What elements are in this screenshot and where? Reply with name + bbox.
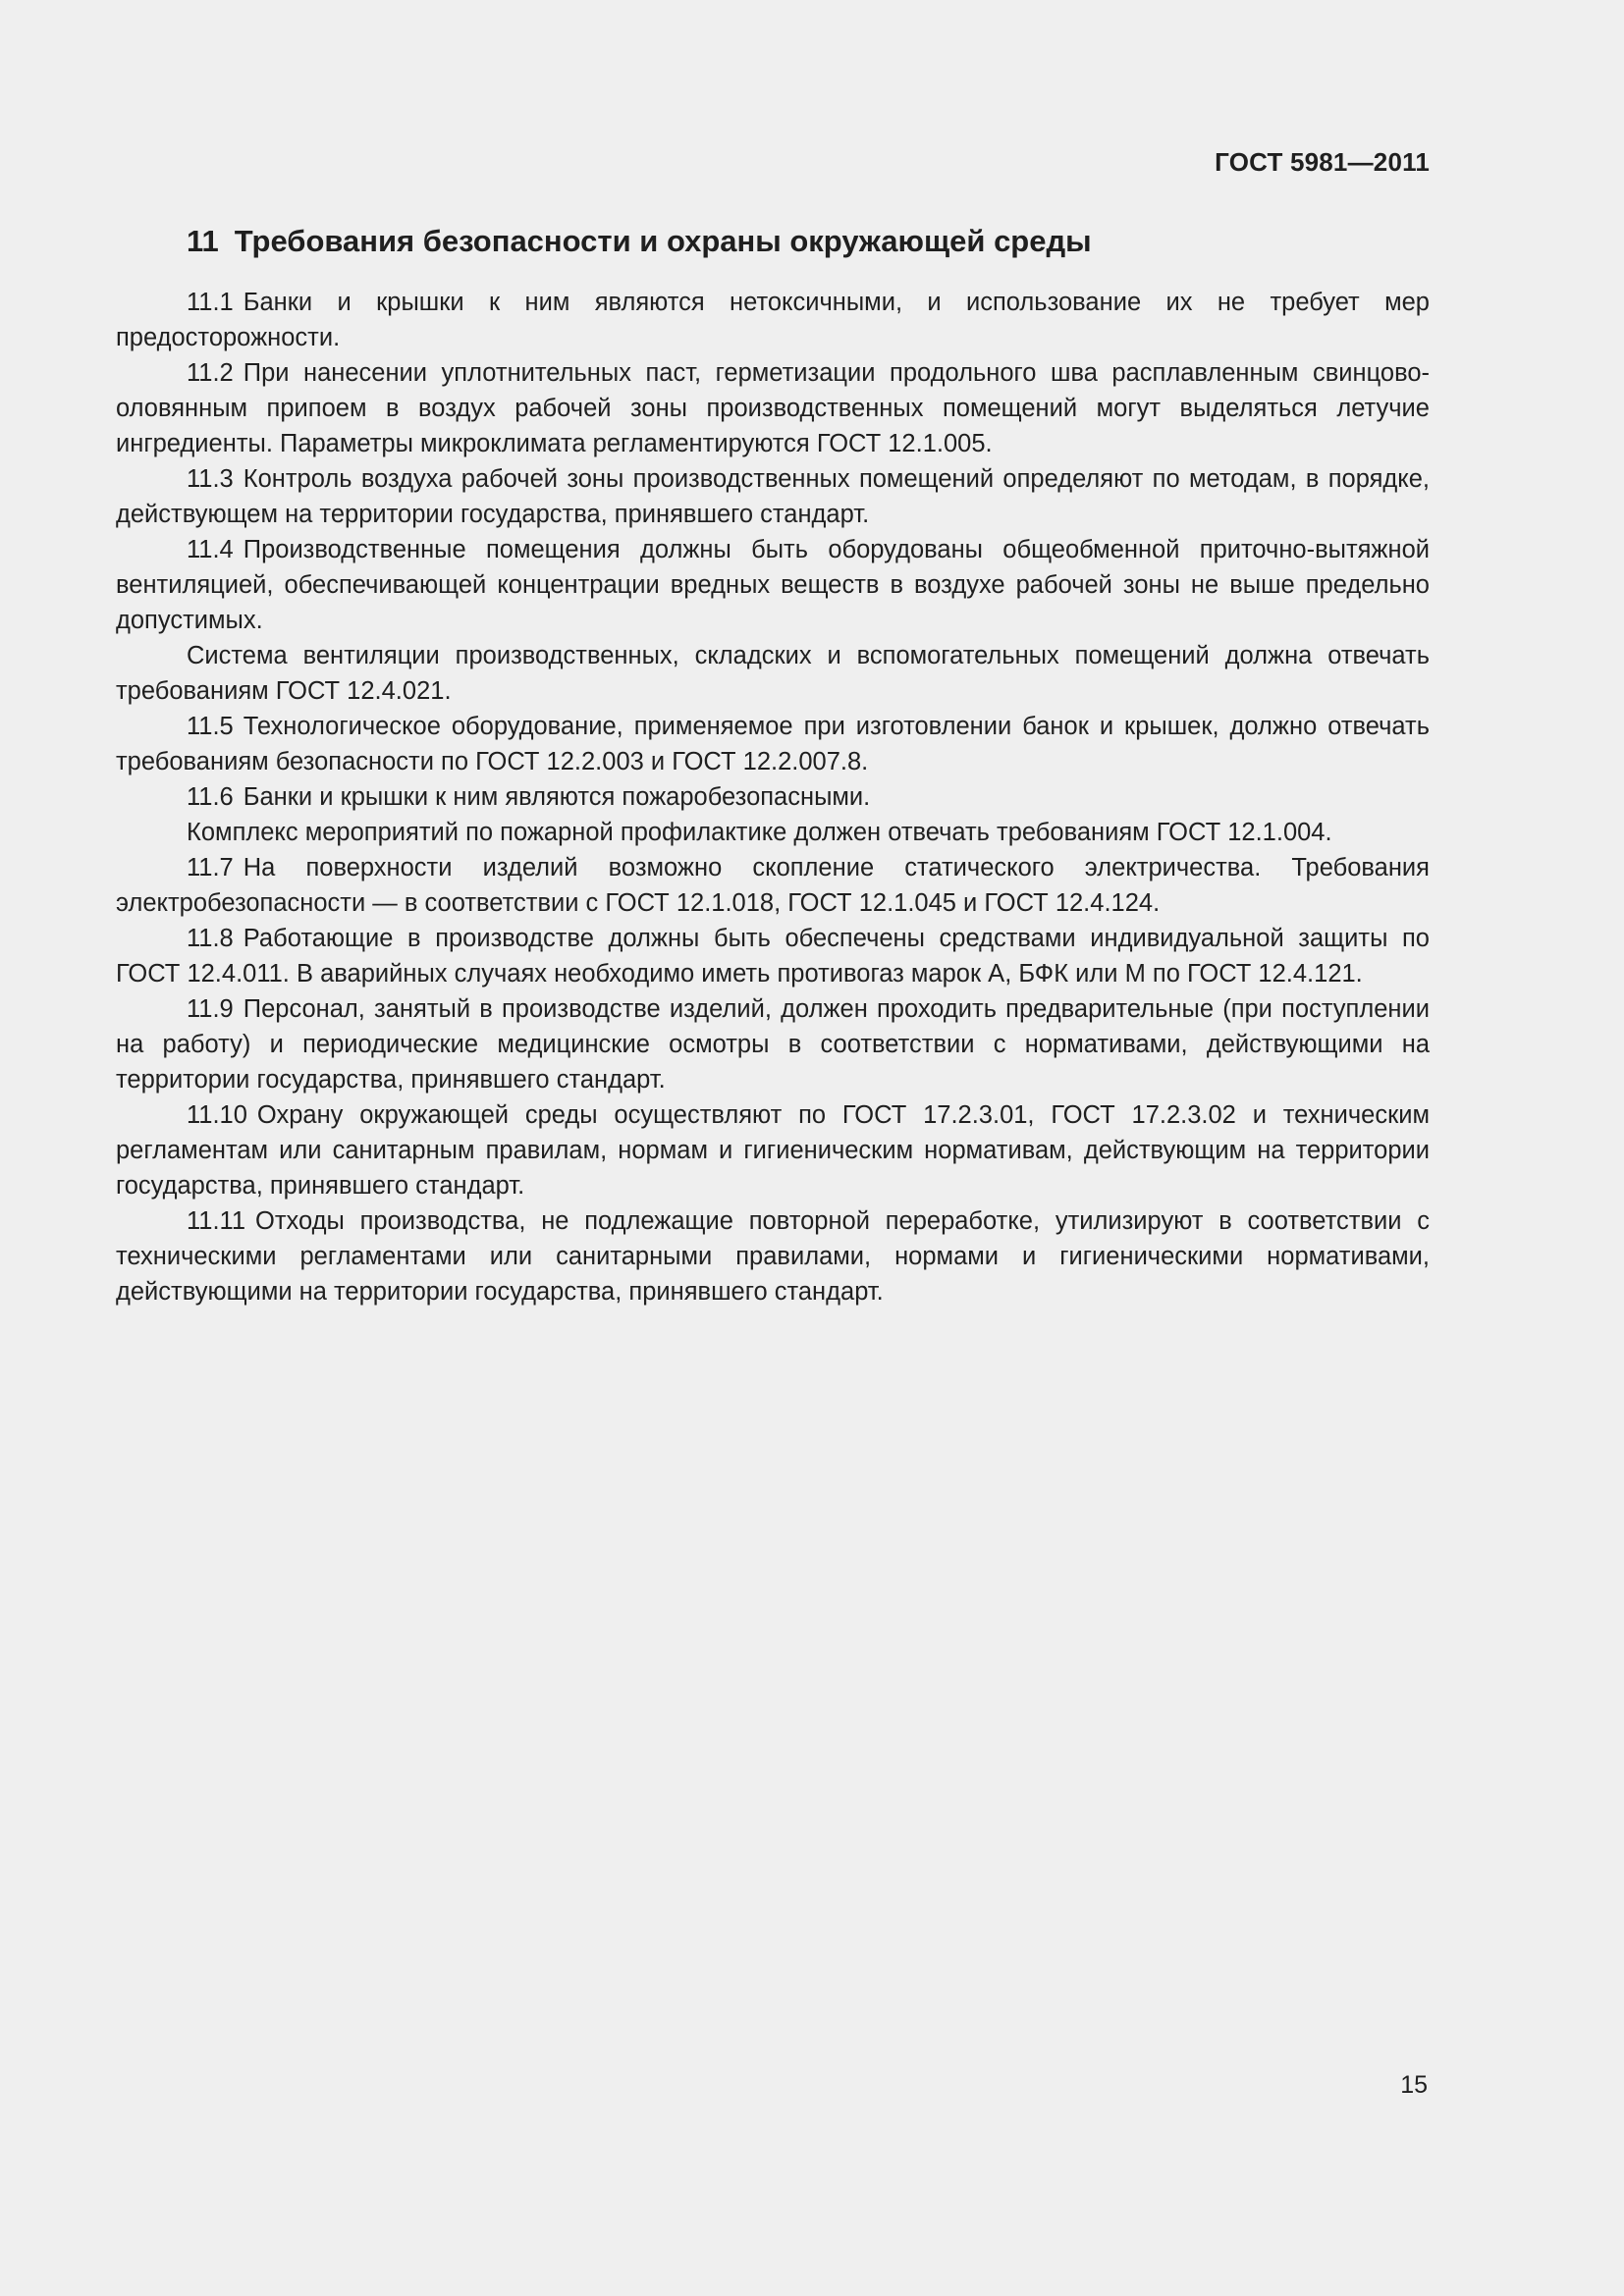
paragraph	[116, 461, 1430, 532]
section-title: Требования безопасности и охраны окружающей среды	[234, 224, 1092, 258]
section-heading	[187, 224, 1092, 259]
paragraph-number: 11.10	[187, 1101, 247, 1129]
paragraph	[116, 779, 1430, 815]
paragraph	[116, 921, 1430, 991]
paragraph-text: Отходы производства, не подлежащие повторной переработке, утилизируют в соответствии с техническими регламентами или санитарными правилами, нормами и гигиеническими нормативами, действующими на территории государства, принявшего стандарт.	[116, 1207, 1430, 1306]
paragraph	[116, 285, 1430, 355]
paragraph	[116, 815, 1430, 850]
paragraph-number: 11.9	[187, 995, 234, 1023]
paragraph-number: 11.3	[187, 465, 234, 493]
paragraph-number: 11.5	[187, 713, 234, 740]
document-code: ГОСТ 5981—2011	[1215, 147, 1430, 177]
paragraph-text: На поверхности изделий возможно скопление статического электричества. Требования электробезопасности — в соответствии с ГОСТ 12.1.018, ГОСТ 12.1.045 и ГОСТ 12.4.124.	[116, 854, 1430, 917]
page-number: 15	[1400, 2071, 1428, 2099]
paragraph-text: Банки и крышки к ним являются нетоксичными, и использование их не требует мер предосторожности.	[116, 289, 1430, 351]
paragraph	[116, 991, 1430, 1097]
paragraph	[116, 1203, 1430, 1309]
paragraph	[116, 850, 1430, 921]
paragraph-text: Комплекс мероприятий по пожарной профилактике должен отвечать требованиям ГОСТ 12.1.004.	[187, 819, 1332, 846]
paragraph-text: Система вентиляции производственных, складских и вспомогательных помещений должна отвечать требованиям ГОСТ 12.4.021.	[116, 642, 1430, 705]
paragraph-text: При нанесении уплотнительных паст, герметизации продольного шва расплавленным свинцово-оловянным припоем в воздух рабочей зоны производственных помещений могут выделяться летучие ингредиенты. Параметры микроклимата регламентируются ГОСТ 12.1.005.	[116, 359, 1430, 457]
section-number: 11	[187, 224, 219, 258]
paragraph-number: 11.7	[187, 854, 234, 881]
paragraph-number: 11.4	[187, 536, 234, 563]
paragraph-number: 11.1	[187, 289, 234, 316]
paragraph-text: Персонал, занятый в производстве изделий, должен проходить предварительные (при поступлении на работу) и периодические медицинские осмотры в соответствии с нормативами, действующими на территории государства, принявшего стандарт.	[116, 995, 1430, 1094]
paragraph-text: Банки и крышки к ним являются пожаробезопасными.	[243, 783, 871, 811]
paragraph-text: Контроль воздуха рабочей зоны производственных помещений определяют по методам, в порядке, действующем на территории государства, принявшего стандарт.	[116, 465, 1430, 528]
paragraph-number: 11.2	[187, 359, 234, 387]
paragraph-text: Работающие в производстве должны быть обеспечены средствами индивидуальной защиты по ГОСТ 12.4.011. В аварийных случаях необходимо иметь противогаз марок А, БФК или М по ГОСТ 12.4.121.	[116, 925, 1430, 988]
paragraph-text: Охрану окружающей среды осуществляют по ГОСТ 17.2.3.01, ГОСТ 17.2.3.02 и техническим регламентам или санитарным правилам, нормам и гигиеническим нормативам, действующим на территории государства, принявшего стандарт.	[116, 1101, 1430, 1200]
paragraph	[116, 638, 1430, 709]
paragraph	[116, 532, 1430, 638]
paragraph	[116, 355, 1430, 461]
paragraph	[116, 1097, 1430, 1203]
paragraph-text: Производственные помещения должны быть оборудованы общеобменной приточно-вытяжной вентиляцией, обеспечивающей концентрации вредных веществ в воздухе рабочей зоны не выше предельно допустимых.	[116, 536, 1430, 634]
paragraph-number: 11.11	[187, 1207, 246, 1235]
paragraph-number: 11.8	[187, 925, 234, 952]
paragraph-text: Технологическое оборудование, применяемое при изготовлении банок и крышек, должно отвечать требованиям безопасности по ГОСТ 12.2.003 и ГОСТ 12.2.007.8.	[116, 713, 1430, 775]
paragraph	[116, 709, 1430, 779]
paragraph-number: 11.6	[187, 783, 234, 811]
section-body	[116, 285, 1430, 1309]
